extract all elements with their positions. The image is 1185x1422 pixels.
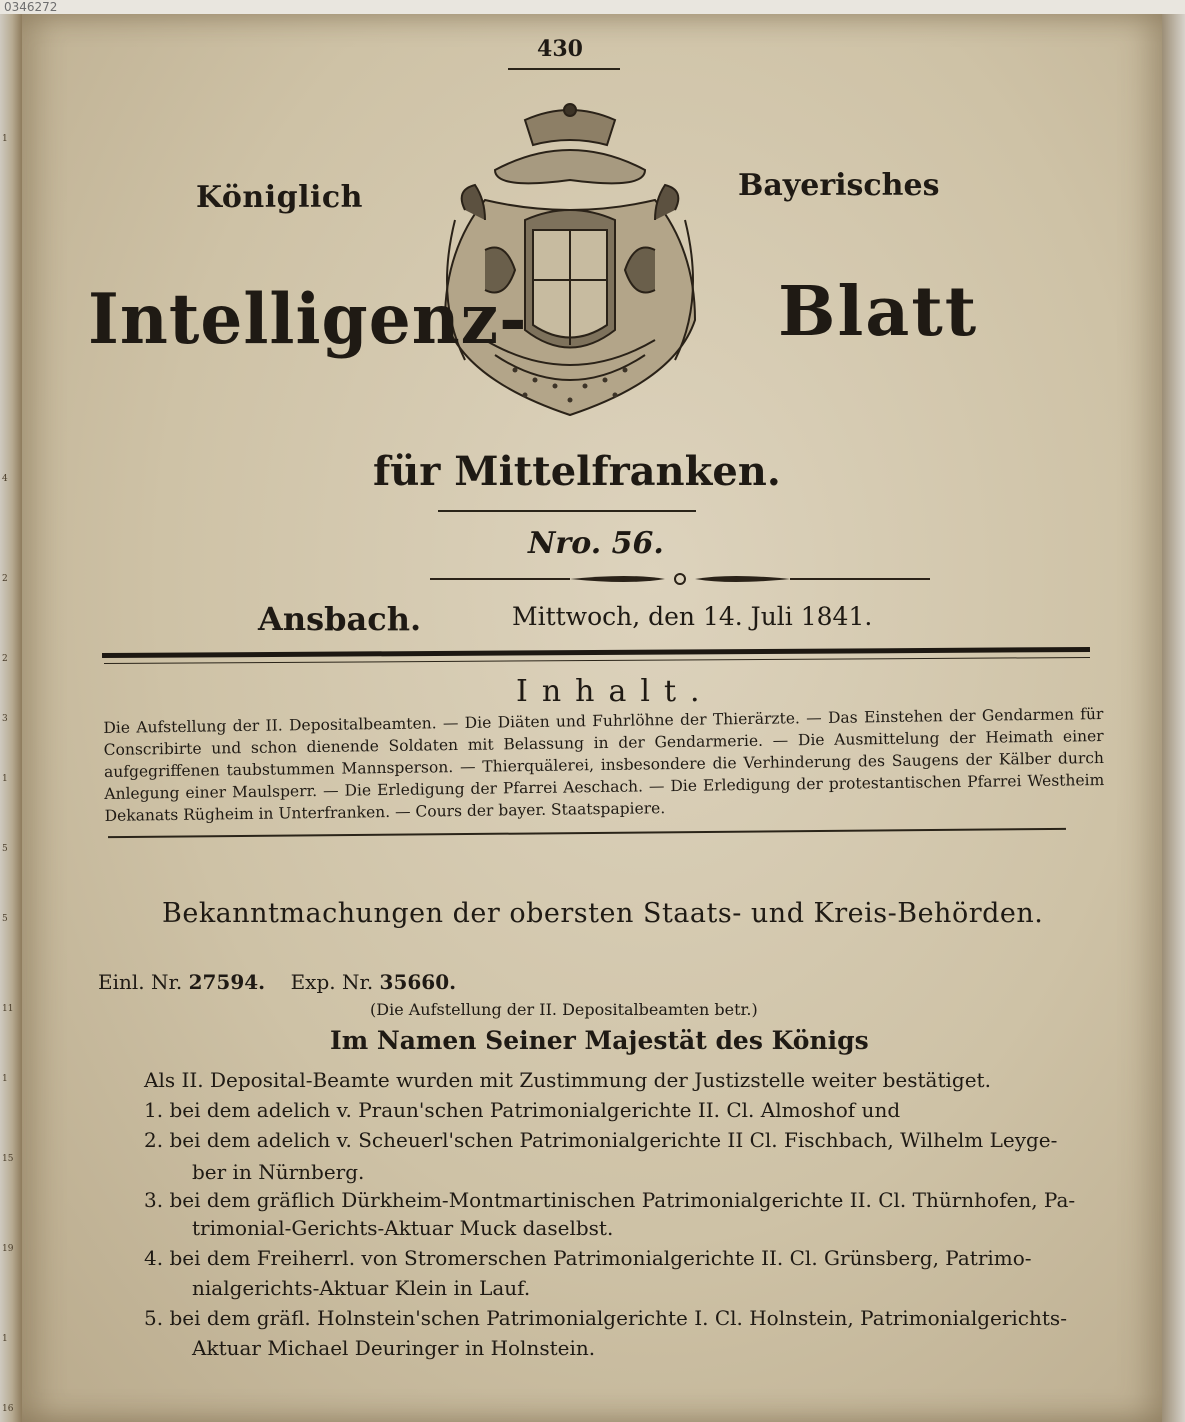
- edge-number: 1: [2, 774, 8, 784]
- masthead-koeniglich: Königlich: [196, 180, 363, 215]
- edge-number: 1: [2, 134, 8, 144]
- einl-label: Einl. Nr.: [98, 970, 183, 994]
- masthead-title-intelligenz: Intelligenz-: [88, 278, 528, 360]
- edge-number: 19: [2, 1244, 14, 1254]
- masthead-bayerisches: Bayerisches: [738, 168, 940, 203]
- notice-line: nialgerichts-Aktuar Klein in Lauf.: [192, 1276, 531, 1300]
- edge-number: 3: [2, 714, 8, 724]
- scan-id: 0346272: [4, 0, 58, 14]
- issue-number: Nro. 56.: [528, 526, 664, 561]
- masthead-subtitle: für Mittelfranken.: [373, 448, 781, 495]
- contents-title: Inhalt.: [516, 674, 714, 709]
- edge-number: 1: [2, 1074, 8, 1084]
- notice-line: 3. bei dem gräflich Dürkheim-Montmartinischen Patrimonialgerichte II. Cl. Thürnhofen, Pa-: [144, 1188, 1076, 1212]
- page-number-rule: [508, 68, 620, 70]
- edge-number: 5: [2, 914, 8, 924]
- exp-number: 35660.: [379, 970, 457, 994]
- edge-number: 15: [2, 1154, 14, 1164]
- notice-line: 1. bei dem adelich v. Praun'schen Patrimonialgerichte II. Cl. Almoshof und: [144, 1098, 901, 1122]
- page-right-edge: [1162, 14, 1185, 1422]
- section-heading: Bekanntmachungen der obersten Staats- und Kreis-Behörden.: [162, 898, 1044, 929]
- notice-line: trimonial-Gerichts-Aktuar Muck daselbst.: [192, 1216, 614, 1240]
- einl-number: 27594.: [188, 970, 266, 994]
- issue-rule: [438, 510, 696, 512]
- notice-line: Aktuar Michael Deuringer in Holnstein.: [192, 1336, 596, 1360]
- dateline-date: Mittwoch, den 14. Juli 1841.: [512, 602, 873, 631]
- exp-label: Exp. Nr.: [290, 970, 374, 994]
- page-number: 430: [537, 36, 583, 62]
- notice-line: 2. bei dem adelich v. Scheuerl'schen Patrimonialgerichte II Cl. Fischbach, Wilhelm Leyge-: [144, 1128, 1058, 1152]
- book-spine-edge: [0, 14, 22, 1422]
- notice-preamble: Im Namen Seiner Majestät des Königs: [330, 1026, 869, 1055]
- coat-of-arms-icon: [425, 100, 715, 440]
- notice-line: 4. bei dem Freiherrl. von Stromerschen Patrimonialgerichte II. Cl. Grünsberg, Patrimo-: [144, 1246, 1032, 1270]
- edge-number: 4: [2, 474, 8, 484]
- edge-number: 2: [2, 654, 8, 664]
- notice-subject: (Die Aufstellung der II. Depositalbeamten betr.): [370, 1000, 758, 1019]
- contents-text: Die Aufstellung der II. Depositalbeamten. — Die Diäten und Fuhrlöhne der Thierärzte. — Das Einstehen der Gendarmen für Conscribirte und schon dienende Soldaten mit Belassung in der Gendarmerie. — Die Ausmittelung der Heimath einer aufgegriffenen taubstummen Mannsperson. — Thierquälerei, insbesondere die Verhinderung des Saugens der Kälber durch Anlegung einer Maulsperr. — Die Erledigung der Pfarrei Aeschach. — Die Erledigung der protestantischen Pfarrei Westheim Dekanats Rügheim in Unterfranken. — Cours der bayer. Staatspapiere.: [103, 705, 1105, 825]
- edge-number: 2: [2, 574, 8, 584]
- notice-line: 5. bei dem gräfl. Holnstein'schen Patrimonialgerichte I. Cl. Holnstein, Patrimonialgerichts-: [144, 1306, 1067, 1330]
- edge-number: 1: [2, 1334, 8, 1344]
- edge-number: 5: [2, 844, 8, 854]
- notice-line: ber in Nürnberg.: [192, 1160, 365, 1184]
- masthead-title-blatt: Blatt: [778, 272, 979, 352]
- edge-number: 16: [2, 1404, 14, 1414]
- dateline-place: Ansbach.: [258, 600, 422, 638]
- notice-intro: Als II. Deposital-Beamte wurden mit Zustimmung der Justizstelle weiter bestätiget.: [144, 1068, 991, 1092]
- ornament-rule-icon: [430, 572, 930, 586]
- edge-number: 11: [2, 1004, 14, 1014]
- notice-reference: [98, 970, 456, 994]
